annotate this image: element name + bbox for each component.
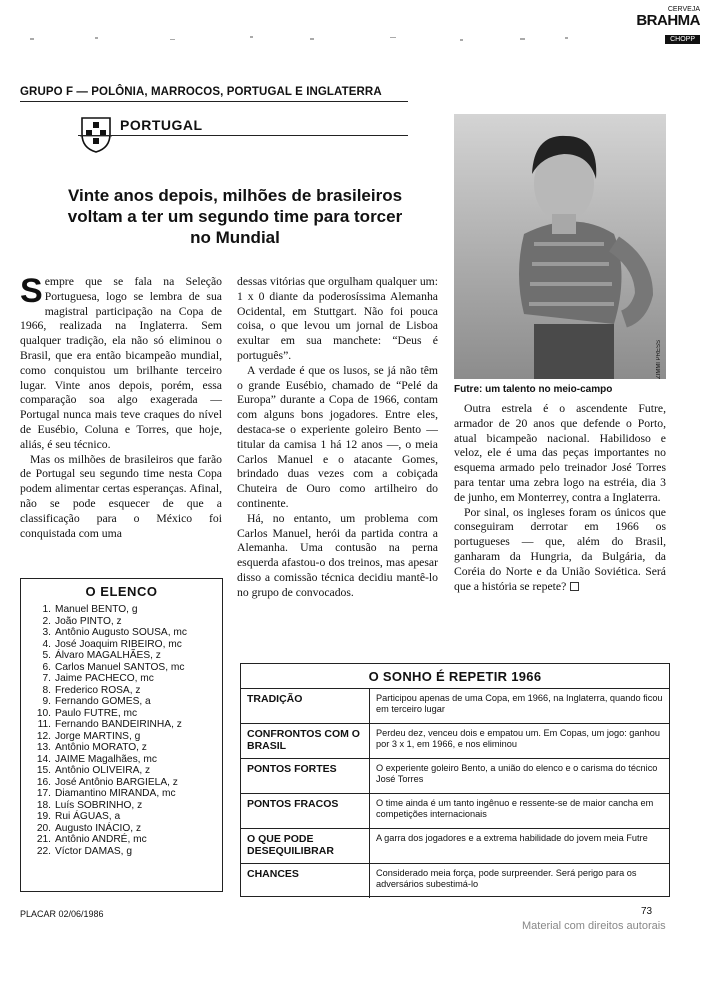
player-item xyxy=(21,742,222,754)
player-item xyxy=(21,777,222,789)
copyright-watermark: Material com direitos autorais xyxy=(522,920,666,932)
sonho-title: O SONHO É REPETIR 1966 xyxy=(241,664,669,689)
sonho-row-text: A garra dos jogadores e a extrema habilidade do jovem meia Futre xyxy=(369,829,669,863)
player-name: Frederico ROSA, z xyxy=(55,684,141,696)
player-name: Antônio Augusto SOUSA, mc xyxy=(55,627,187,638)
sonho-row-text: Considerado meia força, pode surpreender. Será perigo para os adversários subestimá-lo xyxy=(369,864,669,898)
article-paragraph: Por sinal, os ingleses foram os únicos que conseguiram derrotar em 1966 os portugueses — que, além do Brasil, ganharam da Hungria, da Bulgária, da Coréia do Norte e da União Soviética. Será que a história se repete? xyxy=(454,505,666,593)
sonho-row-text: Participou apenas de uma Copa, em 1966, na Inglaterra, quando ficou em terceiro lugar xyxy=(369,689,669,723)
article-column-3 xyxy=(454,402,666,594)
sonho-row xyxy=(241,864,669,898)
player-item xyxy=(21,650,222,662)
player-number: 20. xyxy=(36,822,51,834)
article-paragraph: Sempre que se fala na Seleção Portuguesa, logo se lembra de sua magistral participação na Copa de 1966, realizada na Inglaterra. Sem qualquer tradição, ela não só eliminou o Brasil, que era então bicampeão mundial, como conquistou um brilhante terceiro lugar. Vinte anos depois, porém, essa comparação soa algo exagerada — Portugal nunca mais teve craques do nível de Eusébio, Coluna e Torres, que hoje, aliás, é seu técnico. xyxy=(20,272,222,451)
player-item xyxy=(21,800,222,812)
player-item xyxy=(21,604,222,616)
sonho-row-label: PONTOS FRACOS xyxy=(247,798,339,810)
sonho-table xyxy=(240,663,670,897)
sonho-row-text: O time ainda é um tanto ingênuo e ressente-se de maior cancha em competições internacionais xyxy=(369,794,669,828)
team-title: PORTUGAL xyxy=(120,117,203,133)
end-mark-icon xyxy=(570,582,579,591)
player-number: 10. xyxy=(36,707,51,719)
player-number: 2. xyxy=(42,615,51,627)
player-name: Antônio OLIVEIRA, z xyxy=(55,765,151,776)
portugal-crest-icon xyxy=(78,114,114,154)
player-name: Manuel BENTO, g xyxy=(55,604,138,615)
player-name: Antônio ANDRÉ, mc xyxy=(55,834,147,845)
player-name: Luís SOBRINHO, z xyxy=(55,799,143,811)
player-name: Álvaro MAGALHÃES, z xyxy=(55,650,161,661)
elenco-title: O ELENCO xyxy=(85,584,158,599)
issue-info: PLACAR 02/06/1986 xyxy=(20,909,104,919)
article-column-1 xyxy=(20,272,222,541)
drop-cap: S xyxy=(20,272,43,310)
player-name: Diamantino MIRANDA, mc xyxy=(55,788,176,799)
sonho-row xyxy=(241,794,669,829)
player-name: Jorge MARTINS, g xyxy=(55,730,141,742)
player-item xyxy=(21,754,222,766)
player-item xyxy=(21,823,222,835)
player-number: 9. xyxy=(42,696,51,707)
player-item xyxy=(21,731,222,743)
brahma-logo: CERVEJA BRAHMA CHOPP xyxy=(636,6,700,43)
sonho-row xyxy=(241,829,669,864)
sonho-row-label: CONFRONTOS COM O BRASIL xyxy=(247,728,360,752)
player-name: Antônio MORATO, z xyxy=(55,742,147,753)
player-number: 19. xyxy=(36,811,51,822)
sonho-row-label: TRADIÇÃO xyxy=(247,693,303,705)
player-name: João PINTO, z xyxy=(55,615,122,627)
player-item xyxy=(21,811,222,823)
scan-noise xyxy=(0,0,600,50)
player-item xyxy=(21,719,222,731)
player-number: 14. xyxy=(36,753,51,765)
sonho-row-label: PONTOS FORTES xyxy=(247,763,337,775)
player-item xyxy=(21,685,222,697)
article-paragraph: A verdade é que os lusos, se já não têm o grande Eusébio, chamado de “Pelé da Europa” durante a Copa de 1966, contam com alguns bons jogadores. Entre eles, destaca-se o experiente goleiro Bento — titular da camisa 1 há 12 anos —, o meia Carlos Manuel e o atacante Gomes, brindado duas vezes com a cobiçada Chuteira de Ouro como artilheiro do continente. xyxy=(237,363,438,510)
player-number: 8. xyxy=(42,684,51,696)
player-name: Jaime PACHECO, mc xyxy=(55,673,154,684)
sonho-rows xyxy=(241,689,669,898)
player-number: 5. xyxy=(42,650,51,661)
group-heading: GRUPO F — POLÔNIA, MARROCOS, PORTUGAL E INGLATERRA xyxy=(20,86,382,98)
article-paragraph: Mas os milhões de brasileiros que farão de Portugal seu segundo time nesta Copa podem alimentar certas esperanças. Afinal, não se pode esquecer de que a classificação para o México foi conquistada com uma xyxy=(20,452,222,540)
player-number: 22. xyxy=(36,845,51,857)
player-number: 1. xyxy=(42,604,51,615)
player-item xyxy=(21,616,222,628)
article-paragraph: dessas vitórias que orgulham qualquer um: 1 x 0 diante da poderosíssima Alemanha Ocidental, em Stuttgart. Não foi pouca coisa, o que levou um jornal de Lisboa exultar em sua manchete: “Deus é português”. xyxy=(237,275,438,362)
player-number: 3. xyxy=(42,627,51,638)
photo-caption: Futre: um talento no meio-campo xyxy=(454,384,613,395)
player-name: Fernando BANDEIRINHA, z xyxy=(55,719,182,730)
elenco-list xyxy=(21,604,222,857)
player-name: Paulo FUTRE, mc xyxy=(55,707,138,719)
player-number: 18. xyxy=(36,799,51,811)
player-name: José Antônio BARGIELA, z xyxy=(55,776,178,788)
player-name: Carlos Manuel SANTOS, mc xyxy=(55,661,185,673)
elenco-box xyxy=(20,578,223,892)
player-number: 13. xyxy=(36,742,51,753)
sonho-row-text: Perdeu dez, venceu dois e empatou um. Em Copas, um jogo: ganhou por 3 x 1, em 1966, e nos eliminou xyxy=(369,724,669,758)
article-paragraph: Outra estrela é o ascendente Futre, armador de 20 anos que defende o Porto, atual bicampeão nacional. Habilidoso e veloz, ele é uma das peças importantes no esquema armado pelo treinador José Torres para tentar uma zebra logo na estréia, dia 3 de junho, em Monterrey, contra a Inglaterra. xyxy=(454,402,666,504)
divider xyxy=(20,101,408,102)
player-number: 7. xyxy=(42,673,51,684)
player-item xyxy=(21,662,222,674)
article-column-2 xyxy=(237,275,438,601)
sonho-row xyxy=(241,689,669,724)
player-number: 11. xyxy=(37,719,51,730)
sonho-row xyxy=(241,759,669,794)
player-number: 15. xyxy=(36,765,51,776)
sonho-row xyxy=(241,724,669,759)
player-number: 4. xyxy=(42,638,51,650)
player-item xyxy=(21,765,222,777)
player-item xyxy=(21,708,222,720)
player-name: Fernando GOMES, a xyxy=(55,696,151,707)
player-item xyxy=(21,788,222,800)
player-item xyxy=(21,696,222,708)
photo-credit: ZIMMI PRESS xyxy=(656,340,662,380)
futre-photo xyxy=(454,114,666,379)
player-item xyxy=(21,834,222,846)
divider xyxy=(78,135,408,136)
player-name: Víctor DAMAS, g xyxy=(55,845,132,857)
player-item xyxy=(21,673,222,685)
page-number: 73 xyxy=(641,906,653,917)
sonho-row-label: CHANCES xyxy=(247,868,299,880)
headline: Vinte anos depois, milhões de brasileiros voltam a ter um segundo time para torcer no Mundial xyxy=(67,186,403,247)
player-name: Rui ÁGUAS, a xyxy=(55,811,121,822)
player-name: JAIME Magalhães, mc xyxy=(55,753,157,765)
player-number: 12. xyxy=(36,730,51,742)
player-number: 6. xyxy=(42,661,51,673)
player-item xyxy=(21,639,222,651)
player-number: 21. xyxy=(36,834,51,845)
player-item xyxy=(21,627,222,639)
player-number: 16. xyxy=(36,776,51,788)
player-name: Augusto INÁCIO, z xyxy=(55,822,142,834)
player-name: José Joaquim RIBEIRO, mc xyxy=(55,638,182,650)
player-number: 17. xyxy=(36,788,51,799)
sonho-row-text: O experiente goleiro Bento, a união do elenco e o carisma do técnico José Torres xyxy=(369,759,669,793)
player-item xyxy=(21,846,222,858)
sonho-row-label: O QUE PODE DESEQUILIBRAR xyxy=(247,833,334,857)
article-paragraph: Há, no entanto, um problema com Carlos Manuel, herói da partida contra a Alemanha. Uma contusão na perna esquerda afastou-o dos treinos, mas apesar disso a comissão técnica decidiu mantê-lo no grupo de convocados. xyxy=(237,511,438,599)
